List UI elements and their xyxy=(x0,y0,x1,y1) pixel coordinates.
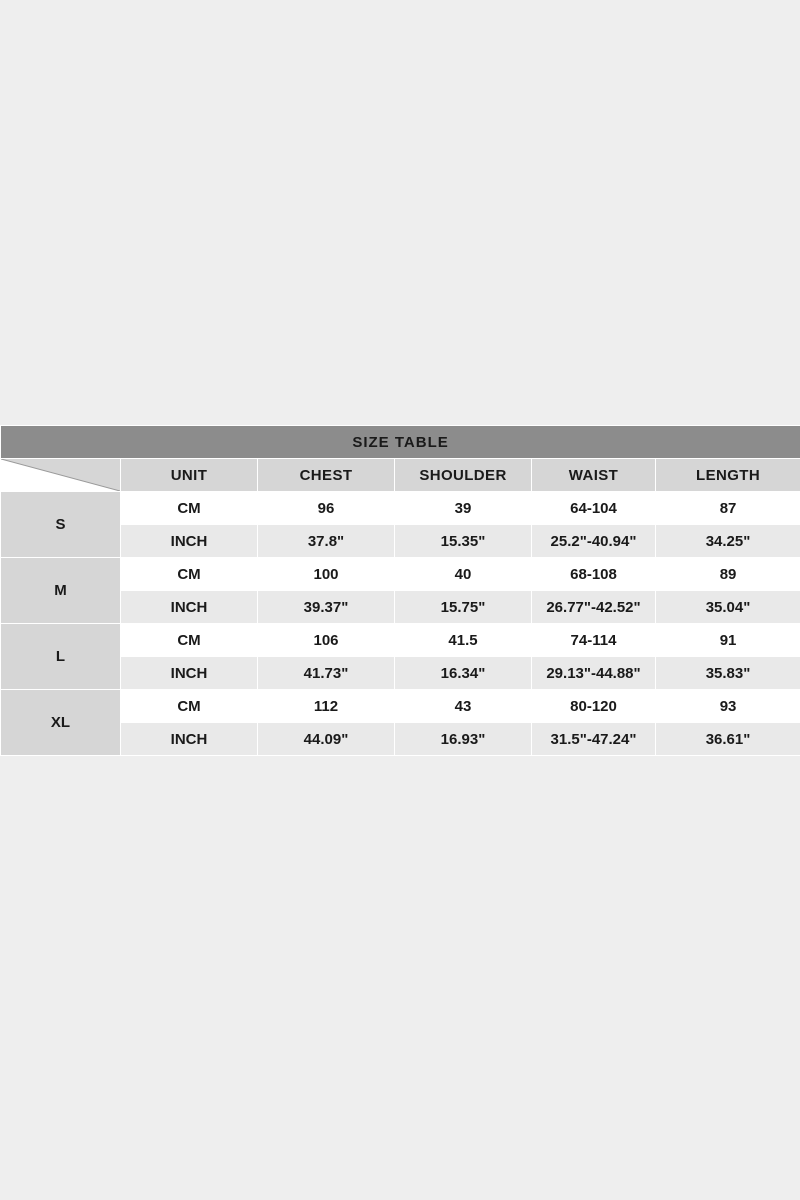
table-header-row xyxy=(1,459,800,492)
cell-length: 35.04" xyxy=(656,591,800,624)
table-title-row xyxy=(1,426,800,459)
unit-label-cm: CM xyxy=(121,492,258,525)
size-table-container xyxy=(0,425,800,756)
cell-chest: 112 xyxy=(258,690,395,723)
cell-waist: 31.5"-47.24" xyxy=(532,723,656,756)
cell-chest: 100 xyxy=(258,558,395,591)
size-label: XL xyxy=(1,690,121,756)
cell-shoulder: 40 xyxy=(395,558,532,591)
table-row xyxy=(1,558,800,591)
cell-shoulder: 41.5 xyxy=(395,624,532,657)
cell-length: 87 xyxy=(656,492,800,525)
cell-length: 89 xyxy=(656,558,800,591)
cell-chest: 44.09" xyxy=(258,723,395,756)
cell-waist: 68-108 xyxy=(532,558,656,591)
unit-label-inch: INCH xyxy=(121,525,258,558)
table-row xyxy=(1,591,800,624)
cell-shoulder: 43 xyxy=(395,690,532,723)
unit-label-inch: INCH xyxy=(121,657,258,690)
cell-waist: 74-114 xyxy=(532,624,656,657)
cell-chest: 37.8" xyxy=(258,525,395,558)
cell-shoulder: 16.93" xyxy=(395,723,532,756)
column-header-chest: CHEST xyxy=(258,459,395,492)
cell-chest: 39.37" xyxy=(258,591,395,624)
cell-chest: 106 xyxy=(258,624,395,657)
cell-shoulder: 39 xyxy=(395,492,532,525)
unit-label-inch: INCH xyxy=(121,723,258,756)
table-row xyxy=(1,492,800,525)
diagonal-divider-icon xyxy=(1,459,121,492)
cell-waist: 26.77"-42.52" xyxy=(532,591,656,624)
table-row xyxy=(1,657,800,690)
cell-shoulder: 15.75" xyxy=(395,591,532,624)
unit-label-cm: CM xyxy=(121,558,258,591)
column-header-waist: WAIST xyxy=(532,459,656,492)
unit-label-cm: CM xyxy=(121,690,258,723)
table-row xyxy=(1,723,800,756)
table-row xyxy=(1,525,800,558)
page-title: SIZE TABLE xyxy=(1,426,800,459)
cell-chest: 41.73" xyxy=(258,657,395,690)
size-label: M xyxy=(1,558,121,624)
cell-waist: 29.13"-44.88" xyxy=(532,657,656,690)
column-header-unit: UNIT xyxy=(121,459,258,492)
column-header-length: LENGTH xyxy=(656,459,800,492)
cell-length: 35.83" xyxy=(656,657,800,690)
cell-length: 36.61" xyxy=(656,723,800,756)
cell-waist: 64-104 xyxy=(532,492,656,525)
cell-length: 93 xyxy=(656,690,800,723)
column-header-shoulder: SHOULDER xyxy=(395,459,532,492)
table-row xyxy=(1,624,800,657)
cell-waist: 25.2"-40.94" xyxy=(532,525,656,558)
table-row xyxy=(1,690,800,723)
cell-length: 91 xyxy=(656,624,800,657)
size-label: L xyxy=(1,624,121,690)
cell-shoulder: 16.34" xyxy=(395,657,532,690)
cell-chest: 96 xyxy=(258,492,395,525)
cell-length: 34.25" xyxy=(656,525,800,558)
unit-label-inch: INCH xyxy=(121,591,258,624)
size-table xyxy=(0,425,800,756)
cell-waist: 80-120 xyxy=(532,690,656,723)
size-label: S xyxy=(1,492,121,558)
cell-shoulder: 15.35" xyxy=(395,525,532,558)
unit-label-cm: CM xyxy=(121,624,258,657)
